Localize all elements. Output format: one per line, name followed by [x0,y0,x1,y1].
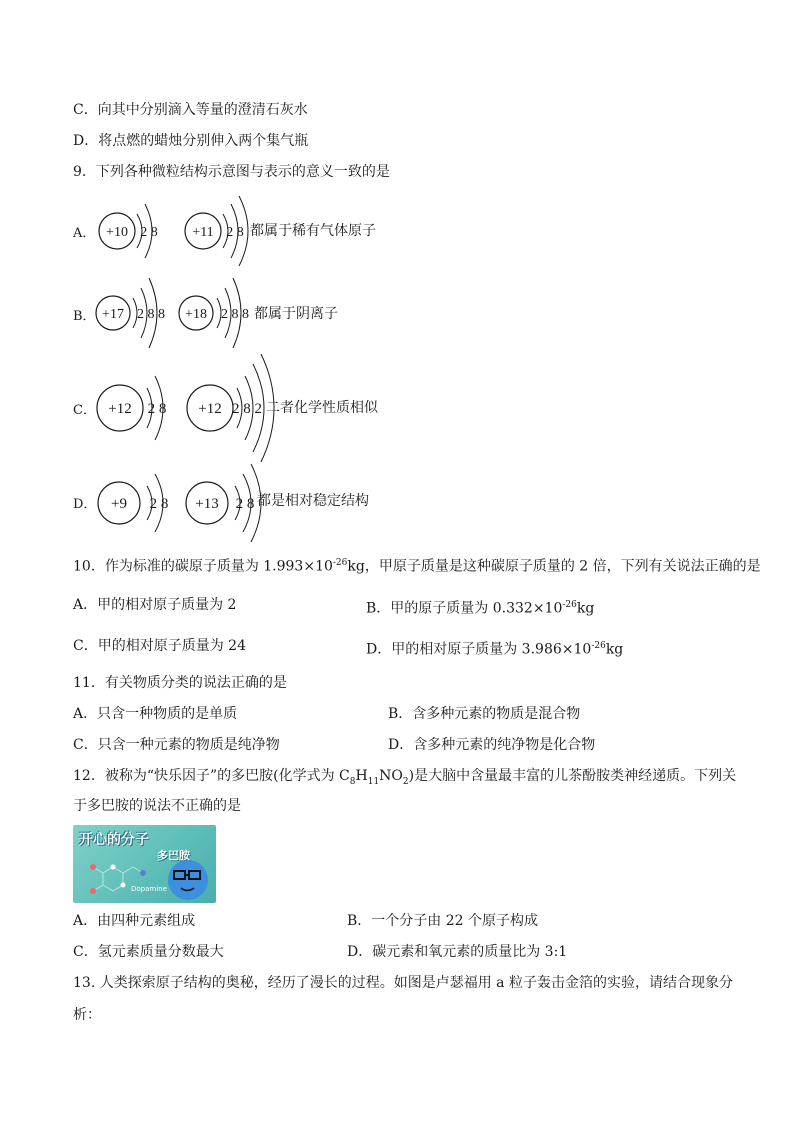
q10-option-d [366,636,623,660]
question-13-stem-line2: 析： [73,1007,101,1023]
q12-sub-hydrogen: 11 [367,776,380,787]
q11-option-b: B．含多种元素的物质是混合物 [388,706,581,722]
q9a-atom2-shells: 2 8 [226,225,244,240]
q9-option-c-letter: C． [73,403,96,418]
q10-option-b-unit: kg [576,600,595,617]
q11-option-d: D．含多种元素的纯净物是化合物 [388,737,596,753]
q10-option-d-exponent: -26 [591,641,606,651]
question-12-stem-line2: 于多巴胺的说法不正确的是 [73,798,241,814]
q11-option-a: A．只含一种物质的是单质 [73,706,238,722]
question-13-stem: 13. 人类探索原子结构的奥秘，经历了漫长的过程。如图是卢瑟福用 a 粒子轰击金箔的实验，请结合现象分 [73,975,733,991]
q11-option-c: C．只含一种元素的物质是纯净物 [73,737,280,753]
q10-option-b-part1: B．甲的原子质量为 0.332×10 [366,600,563,617]
q9-option-a-letter: A． [73,226,96,241]
q9c-atom2-nucleus: +12 [198,401,222,417]
option-c-prev: C．向其中分别滴入等量的澄清石灰水 [73,102,308,118]
q9b-atom1-shells: 2 8 8 [137,307,165,322]
q9d-atom2-nucleus: +13 [195,496,219,512]
q9a-atom2-nucleus: +11 [192,225,214,240]
q9-option-d-desc: 都是相对稳定结构 [257,493,369,509]
q9d-atom1-nucleus: +9 [111,496,127,512]
question-10-stem [73,553,761,577]
q10-option-a: A．甲的相对原子质量为 2 [73,597,237,613]
q9-option-b-letter: B． [73,309,96,324]
q9-option-a-desc: 都属于稀有气体原子 [250,223,376,239]
q9a-atom1-shells: 2 8 [140,225,158,240]
option-d-prev: D．将点燃的蜡烛分别伸入两个集气瓶 [73,133,309,149]
q10-option-d-part1: D．甲的相对原子质量为 3.986×10 [366,641,592,658]
q10-option-b-exponent: -26 [562,600,577,610]
q9-option-b-desc: 都属于阴离子 [254,306,338,322]
q9-option-c-desc: 二者化学性质相似 [266,400,378,416]
question-11-stem: 11．有关物质分类的说法正确的是 [73,675,287,691]
q9c-atom1-shells: 2 8 [147,401,167,417]
q9c-atom2-shells: 2 8 2 [232,401,262,417]
q9c-atom1-nucleus: +12 [108,401,132,417]
q10-stem-part2: kg，甲原子质量是这种碳原子质量的 2 倍，下列有关说法正确的是 [347,558,761,575]
q12-sub-oxygen: 2 [402,776,409,787]
dopamine-image-subtitle: 多巴胺 [157,849,190,862]
q12-option-a: A．由四种元素组成 [73,913,196,929]
q12-option-b: B．一个分子由 22 个原子构成 [347,913,539,929]
q10-option-b [366,595,594,619]
question-9-stem: 9．下列各种微粒结构示意图与表示的意义一致的是 [73,164,390,180]
q10-stem-exponent: -26 [332,558,348,568]
q12-option-c: C．氢元素质量分数最大 [73,944,224,960]
q12-hydrogen: H [355,768,368,784]
q9d-atom2-shells: 2 8 [235,496,255,512]
q9b-atom2-shells: 2 8 8 [221,307,249,322]
q12-no: NO [379,768,403,784]
q9b-atom1-nucleus: +17 [102,307,124,322]
dopamine-image-title: 开心的分子 [79,832,149,848]
q9-option-d-letter: D． [73,497,97,512]
q12-stem-part2: )是大脑中含量最丰富的儿茶酚胺类神经递质。下列关 [408,768,737,784]
q10-option-d-unit: kg [605,641,624,658]
q12-sub-carbon: 8 [349,776,356,787]
q10-option-c: C．甲的相对原子质量为 24 [73,638,246,654]
q10-stem-part1: 10．作为标准的碳原子质量为 1.993×10 [73,558,333,575]
q9a-atom1-nucleus: +10 [106,225,128,240]
q9-option-b-diagram [93,270,393,355]
dopamine-image [73,825,216,903]
q12-option-d: D．碳元素和氧元素的质量比为 3:1 [347,944,568,960]
q9d-atom1-shells: 2 8 [149,496,169,512]
dopamine-image-caption: Dopamine [131,885,167,893]
q9b-atom2-nucleus: +18 [185,307,207,322]
question-12-stem [73,766,736,792]
q12-stem-part1: 12．被称为“快乐因子”的多巴胺(化学式为 C [73,768,350,784]
